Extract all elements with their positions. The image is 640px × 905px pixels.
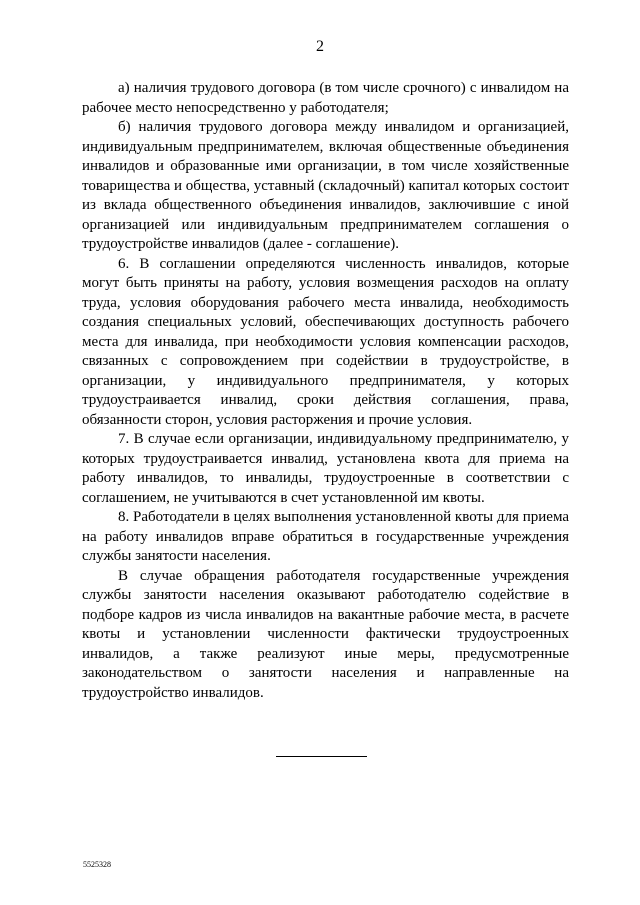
document-code: 5525328 (83, 860, 111, 869)
paragraph-a: а) наличия трудового договора (в том числе срочного) с инвалидом на рабочее место непосредственно у работодателя; (82, 80, 569, 116)
paragraph-7: 7. В случае если организации, индивидуальному предпринимателю, у которых трудоустраивается инвалид, установлена квота для приема на работу инвалидов, то инвалиды, трудоустроенные в соответствии с соглашением, не учитываются в счет установленной им квоты. (82, 431, 569, 506)
page-number: 2 (316, 38, 324, 55)
document-body (82, 79, 569, 703)
separator-line (276, 756, 367, 757)
paragraph-b: б) наличия трудового договора между инвалидом и организацией, индивидуальным предпринимателем, включая общественные объединения инвалидов и образованные ими организации, в том числе хозяйственные товарищества и общества, уставный (складочный) капитал которых состоит из вклада общественного объединения инвалидов, заключившие с иной организацией или индивидуальным предпринимателем соглашения о трудоустройстве инвалидов (далее - соглашение). (82, 119, 570, 252)
paragraph-8: 8. Работодатели в целях выполнения установленной квоты для приема на работу инвалидов вправе обратиться в государственные учреждения службы занятости населения. (82, 509, 569, 564)
paragraph-8-continued: В случае обращения работодателя государственные учреждения службы занятости населения оказывают работодателю содействие в подборе кадров из числа инвалидов на вакантные рабочие места, в расчете квоты и установлении численности фактически трудоустроенных инвалидов, а также реализуют иные меры, предусмотренные законодательством о занятости населения и направленные на трудоустройство инвалидов. (82, 567, 569, 701)
paragraph-6: 6. В соглашении определяются численность инвалидов, которые могут быть приняты на работу, условия возмещения расходов на оплату труда, условия оборудования рабочего места инвалида, необходимость создания специальных условий, обеспечивающих доступность рабочего места для инвалида, при необходимости условия компенсации расходов, связанных с сопровождением при содействии в трудоустройстве, в организации, у индивидуального предпринимателя, у которых трудоустраивается инвалид, сроки действия соглашения, права, обязанности сторон, условия расторжения и прочие условия. (82, 255, 569, 428)
